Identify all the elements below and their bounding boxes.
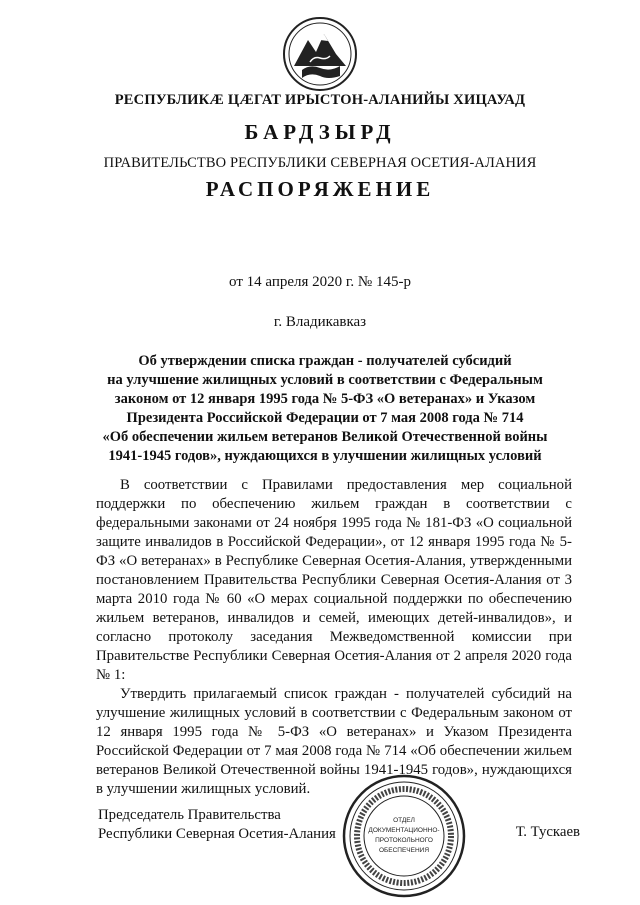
- stamp-center-line: ОБЕСПЕЧЕНИЯ: [378, 847, 430, 854]
- title-line: законом от 12 января 1995 года № 5-ФЗ «О ветеранах» и Указом: [114, 391, 536, 407]
- stamp-center-line: ОТДЕЛ: [393, 817, 415, 824]
- stamp-center-line: ДОКУМЕНТАЦИОННО-: [368, 827, 440, 834]
- signatory-name: Т. Тускаев: [515, 824, 580, 840]
- body-paragraph-preamble: В соответствии с Правилами предоставления мер социальной поддержки по обеспечению жильем граждан в соответствии с федеральными законами от 24 ноября 1995 года № 181-ФЗ «О социальной защите инвалидов в Российской Федерации», от 12 января 1995 года № 5-ФЗ «О ветеранах» в Республике Северная Осетия-Алания, утвержденными постановлением Правительства Республики Северная Осетия-Алания от 3 марта 2010 года № 60 «О мерах социальной поддержки по обеспечению жильем ветеранов, инвалидов и семей, имеющих детей-инвалидов», и согласно протоколу заседания Межведомственной комиссии при Правительстве Республики Северная Осетия-Алания от 2 апреля 2020 года № 1:: [96, 477, 572, 683]
- signatory-position-line: Председатель Правительства: [98, 807, 281, 823]
- document-city: г. Владикавказ: [273, 314, 367, 330]
- government-name-russian: ПРАВИТЕЛЬСТВО РЕСПУБЛИКИ СЕВЕРНАЯ ОСЕТИЯ-АЛАНИЯ: [103, 155, 537, 171]
- document-body: [96, 476, 572, 799]
- signatory-position-line: Республики Северная Осетия-Алания: [98, 826, 336, 842]
- title-line: на улучшение жилищных условий в соответствии с Федеральным: [107, 372, 543, 388]
- title-line: Об утверждении списка граждан - получателей субсидий: [138, 353, 512, 369]
- title-line: 1941-1945 годов», нуждающихся в улучшении жилищных условий: [108, 448, 542, 464]
- document-title: [95, 352, 555, 466]
- title-line: «Об обеспечении жильем ветеранов Великой Отечественной войны: [102, 429, 548, 445]
- government-name-ossetian: РЕСПУБЛИКӔ ЦӔГАТ ИРЫСТОН-АЛАНИЙЫ ХИЦАУАД: [114, 92, 526, 108]
- title-line: Президента Российской Федерации от 7 мая 2008 года № 714: [126, 410, 524, 426]
- coat-of-arms-icon: [280, 14, 360, 94]
- document-type-russian: РАСПОРЯЖЕНИЕ: [205, 177, 435, 201]
- document-type-ossetian: БАРДЗЫРД: [244, 120, 396, 144]
- body-paragraph-resolution: Утвердить прилагаемый список граждан - получателей субсидий на улучшение жилищных условий в соответствии с Федеральным законом от 12 января 1995 года № 5-ФЗ «О ветеранах» и Указом Президента Российской Федерации от 7 мая 2008 года № 714 «Об обеспечении жильем ветеранов Великой Отечественной войны 1941-1945 годов», нуждающихся в улучшении жилищных условий.: [96, 686, 572, 797]
- signatory-position: [98, 806, 336, 844]
- document-date-number: от 14 апреля 2020 г. № 145-р: [229, 274, 411, 290]
- official-seal-stamp: [340, 772, 468, 900]
- stamp-center-line: ПРОТОКОЛЬНОГО: [375, 837, 433, 844]
